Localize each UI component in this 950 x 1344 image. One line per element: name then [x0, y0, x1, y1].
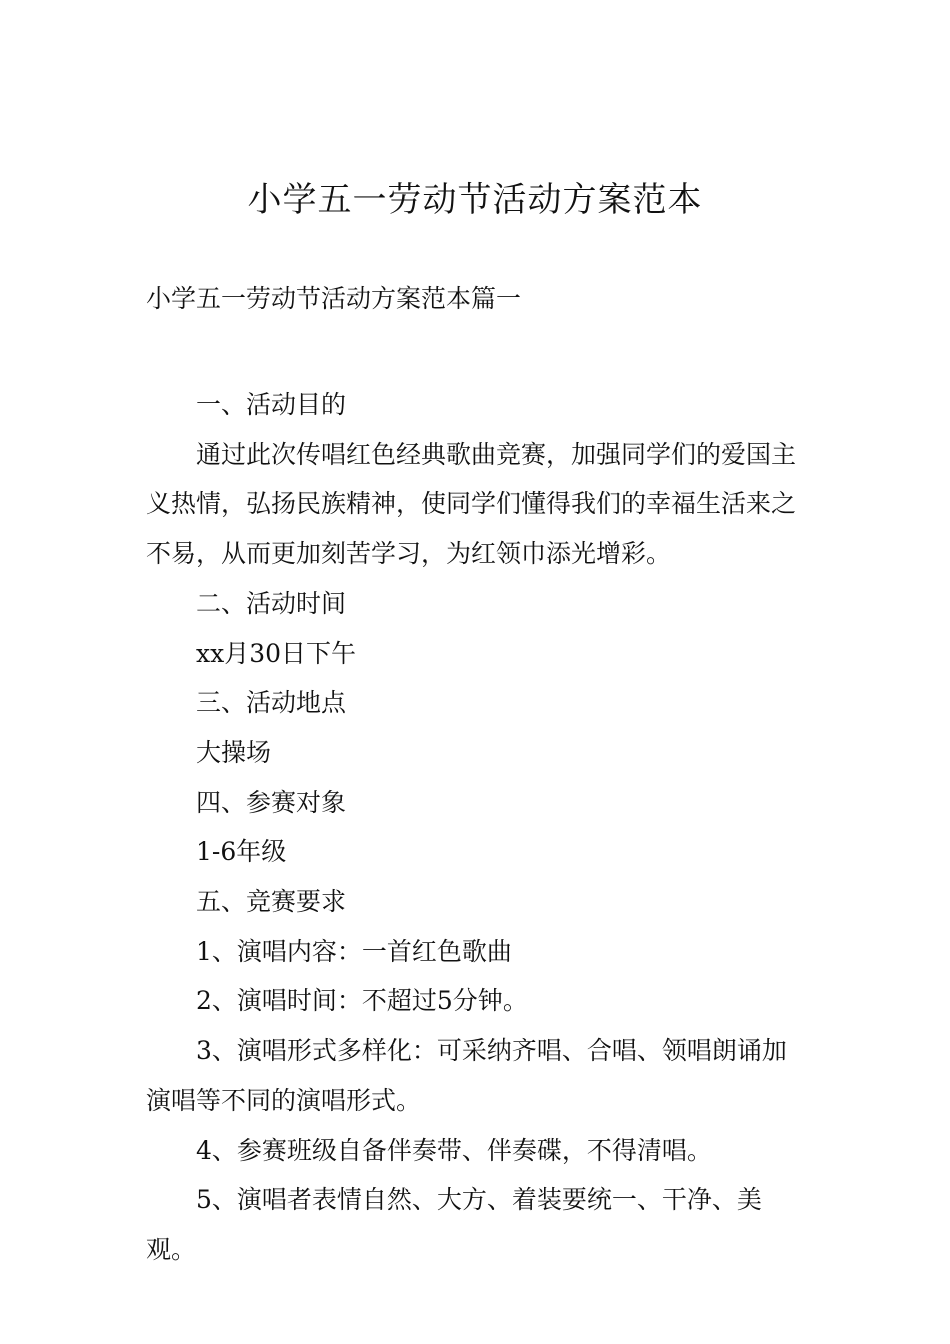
paragraph-time-text: xx月30日下午 [196, 638, 357, 668]
paragraph-heading-time: 二、活动时间 [196, 588, 347, 618]
paragraph-location-text: 大操场 [196, 737, 272, 767]
paragraph-heading-location: 三、活动地点 [196, 688, 347, 718]
paragraph-heading-requirements: 五、竞赛要求 [196, 887, 347, 917]
document-title: 小学五一劳动节活动方案范本 [247, 180, 703, 220]
section-heading: 小学五一劳动节活动方案范本篇一 [146, 284, 522, 313]
requirement-item: 4、参赛班级自备伴奏带、伴奏碟，不得清唱。 [196, 1135, 712, 1165]
paragraph-participants-text: 1-6年级 [196, 837, 287, 867]
requirement-item: 2、演唱时间：不超过5分钟。 [196, 986, 528, 1016]
requirement-item: 1、演唱内容：一首红色歌曲 [196, 936, 512, 966]
requirement-item: 3、演唱形式多样化：可采纳齐唱、合唱、领唱朗诵加演唱等不同的演唱形式。 [146, 1036, 787, 1115]
paragraph-heading-participants: 四、参赛对象 [196, 787, 347, 817]
paragraph-heading-purpose: 一、活动目的 [196, 390, 347, 419]
requirement-item: 5、演唱者表情自然、大方、着装要统一、干净、美观。 [146, 1185, 762, 1264]
paragraph-purpose-text: 通过此次传唱红色经典歌曲竞赛，加强同学们的爱国主义热情，弘扬民族精神，使同学们懂得我们的幸福生活来之不易，从而更加刻苦学习，为红领巾添光增彩。 [146, 439, 797, 569]
document-body [146, 380, 808, 1275]
